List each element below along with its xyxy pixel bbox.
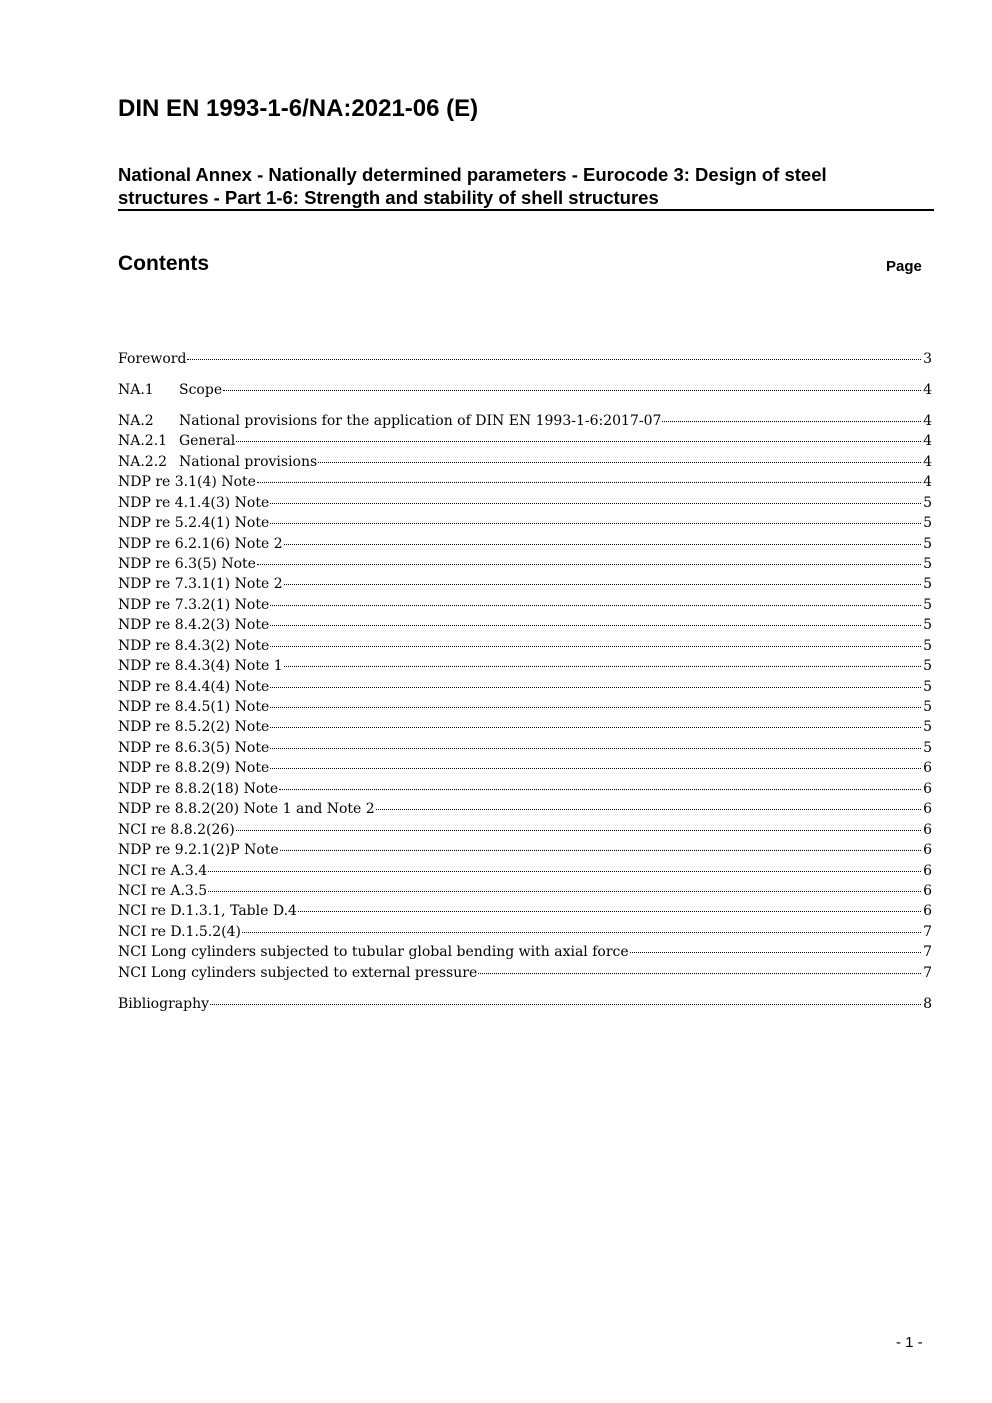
toc-entry-page: 8 xyxy=(923,995,932,1012)
toc-entry-page: 4 xyxy=(923,453,932,470)
toc-leader xyxy=(318,462,921,463)
toc-leader xyxy=(280,850,921,851)
toc-entry-page: 7 xyxy=(923,964,932,981)
toc-leader xyxy=(270,605,921,606)
toc-entry-title: NDP re 8.6.3(5) Note xyxy=(118,739,270,756)
toc-entry[interactable] xyxy=(118,452,932,472)
toc-entry-page: 5 xyxy=(923,515,932,532)
toc-entry[interactable] xyxy=(118,472,932,492)
toc-entry-page: 7 xyxy=(923,944,932,961)
toc-leader xyxy=(662,421,921,422)
toc-entry[interactable] xyxy=(118,636,932,656)
toc-entry[interactable] xyxy=(118,513,932,533)
toc-entry[interactable] xyxy=(118,861,932,881)
toc-leader xyxy=(478,973,921,974)
toc-leader xyxy=(284,584,921,585)
toc-entry[interactable] xyxy=(118,349,932,369)
toc-entry-number: NA.2.1 xyxy=(118,433,168,450)
toc-entry-page: 5 xyxy=(923,637,932,654)
toc-leader xyxy=(270,748,921,749)
toc-entry[interactable] xyxy=(118,493,932,513)
toc-leader xyxy=(270,768,921,769)
toc-entry[interactable] xyxy=(118,615,932,635)
toc-entry-page: 5 xyxy=(923,596,932,613)
toc-entry-title: NDP re 8.8.2(20) Note 1 and Note 2 xyxy=(118,801,375,818)
toc-entry-title: NDP re 8.4.3(2) Note xyxy=(118,637,270,654)
toc-entry-page: 6 xyxy=(923,903,932,920)
toc-leader xyxy=(270,523,921,524)
toc-entry-page: 6 xyxy=(923,882,932,899)
toc-entry-page: 6 xyxy=(923,862,932,879)
toc-leader xyxy=(279,789,921,790)
toc-entry-title: NDP re 8.4.2(3) Note xyxy=(118,617,270,634)
toc-entry[interactable] xyxy=(118,697,932,717)
toc-entry-page: 5 xyxy=(923,719,932,736)
toc-entry[interactable] xyxy=(118,431,932,451)
toc-entry-title: NDP re 8.4.4(4) Note xyxy=(118,678,270,695)
toc-leader xyxy=(270,503,921,504)
toc-entry[interactable] xyxy=(118,881,932,901)
toc-entry-title: NDP re 9.2.1(2)P Note xyxy=(118,842,279,859)
toc-entry-title: NDP re 8.4.5(1) Note xyxy=(118,699,270,715)
toc-entry-page: 6 xyxy=(923,821,932,838)
toc-entry-page: 7 xyxy=(923,923,932,940)
toc-leader xyxy=(257,564,921,565)
toc-entry[interactable] xyxy=(118,738,932,758)
toc-entry[interactable] xyxy=(118,799,932,819)
toc-entry-title: NDP re 5.2.4(1) Note xyxy=(118,515,270,532)
toc-entry[interactable] xyxy=(118,840,932,860)
toc-entry-title: National provisions for the application of DIN EN 1993-1-6:2017-07 xyxy=(179,412,662,429)
toc-leader xyxy=(236,441,921,442)
document-title: DIN EN 1993-1-6/NA:2021-06 (E) xyxy=(118,95,479,122)
toc-entry-page: 3 xyxy=(923,351,932,367)
toc-entry[interactable] xyxy=(118,963,932,983)
toc-entry[interactable] xyxy=(118,942,932,962)
toc-entry-number: NA.2 xyxy=(118,412,154,429)
toc-entry-title: NDP re 7.3.1(1) Note 2 xyxy=(118,576,283,593)
toc-leader xyxy=(270,707,921,708)
toc-leader xyxy=(270,625,921,626)
toc-entry-page: 4 xyxy=(923,433,932,450)
toc-leader xyxy=(630,952,921,953)
toc-entry-number: NA.1 xyxy=(118,381,154,398)
toc-entry-title: NDP re 7.3.2(1) Note xyxy=(118,596,270,613)
toc-entry-title: NCI re A.3.4 xyxy=(118,862,208,879)
toc-leader xyxy=(270,646,921,647)
toc-entry-page: 5 xyxy=(923,658,932,675)
subtitle-line-2: structures - Part 1-6: Strength and stability of shell structures xyxy=(118,187,659,208)
toc-entry-page: 6 xyxy=(923,842,932,859)
toc-leader xyxy=(187,359,921,360)
toc-leader xyxy=(284,666,921,667)
toc-leader xyxy=(270,687,921,688)
toc-entry-number: NA.2.2 xyxy=(118,453,168,470)
toc-entry-page: 6 xyxy=(923,780,932,797)
toc-leader xyxy=(210,1004,921,1005)
subtitle-line-1: National Annex - Nationally determined parameters - Eurocode 3: Design of steel xyxy=(118,164,827,185)
toc-entry-page: 5 xyxy=(923,739,932,756)
toc-entry-title: NCI Long cylinders subjected to tubular global bending with axial force xyxy=(118,944,629,961)
toc-entry[interactable] xyxy=(118,779,932,799)
toc-entry[interactable] xyxy=(118,574,932,594)
toc-entry-page: 4 xyxy=(923,474,932,491)
toc-entry-page: 4 xyxy=(923,381,932,398)
toc-entry[interactable] xyxy=(118,901,932,921)
toc-entry-page: 6 xyxy=(923,760,932,777)
toc-entry-title: National provisions xyxy=(179,453,318,470)
toc-leader xyxy=(376,809,921,810)
toc-entry-page: 5 xyxy=(923,535,932,552)
toc-entry[interactable] xyxy=(118,717,932,737)
toc-entry[interactable] xyxy=(118,758,932,778)
contents-heading: Contents xyxy=(118,252,209,275)
page-column-label: Page xyxy=(886,258,922,275)
toc-entry-title: NCI re A.3.5 xyxy=(118,882,208,899)
toc-leader xyxy=(284,544,921,545)
toc-entry-title: Scope xyxy=(179,381,223,398)
toc-entry-page: 6 xyxy=(923,801,932,818)
toc-leader xyxy=(208,871,921,872)
toc-entry-title: General xyxy=(179,433,236,450)
toc-entry-title: NDP re 4.1.4(3) Note xyxy=(118,494,270,511)
document-subtitle xyxy=(118,163,934,211)
toc-entry-page: 5 xyxy=(923,576,932,593)
toc-entry-title: NDP re 8.8.2(18) Note xyxy=(118,780,279,797)
table-of-contents xyxy=(118,349,932,1014)
toc-entry[interactable] xyxy=(118,595,932,615)
toc-leader xyxy=(242,932,921,933)
toc-entry[interactable] xyxy=(118,994,932,1014)
toc-entry[interactable] xyxy=(118,922,932,942)
toc-entry-page: 5 xyxy=(923,678,932,695)
toc-entry-title: NDP re 6.3(5) Note xyxy=(118,555,256,572)
toc-leader xyxy=(298,911,921,912)
toc-entry-page: 4 xyxy=(923,412,932,429)
toc-entry-title: NDP re 8.8.2(9) Note xyxy=(118,760,270,777)
toc-entry[interactable] xyxy=(118,554,932,574)
toc-entry-title: Foreword xyxy=(118,351,187,367)
toc-entry-title: Bibliography xyxy=(118,995,209,1012)
toc-leader xyxy=(257,482,921,483)
toc-entry-page: 5 xyxy=(923,699,932,715)
toc-entry[interactable] xyxy=(118,534,932,554)
toc-entry[interactable] xyxy=(118,380,932,400)
toc-entry[interactable] xyxy=(118,820,932,840)
toc-entry-title: NDP re 3.1(4) Note xyxy=(118,474,256,491)
toc-entry-title: NDP re 8.4.3(4) Note 1 xyxy=(118,658,283,675)
toc-entry[interactable] xyxy=(118,656,932,676)
toc-entry-title: NCI re D.1.5.2(4) xyxy=(118,923,241,940)
toc-entry-title: NCI Long cylinders subjected to external pressure xyxy=(118,964,478,981)
toc-leader xyxy=(236,830,921,831)
toc-leader xyxy=(270,727,921,728)
toc-entry[interactable] xyxy=(118,411,932,431)
toc-entry-page: 5 xyxy=(923,617,932,634)
toc-entry[interactable] xyxy=(118,677,932,697)
toc-entry-page: 5 xyxy=(923,555,932,572)
toc-leader xyxy=(223,390,921,391)
toc-entry-title: NCI re D.1.3.1, Table D.4 xyxy=(118,903,297,920)
toc-entry-title: NDP re 8.5.2(2) Note xyxy=(118,719,270,736)
toc-entry-title: NDP re 6.2.1(6) Note 2 xyxy=(118,535,283,552)
page-number: - 1 - xyxy=(896,1334,923,1351)
toc-entry-title: NCI re 8.8.2(26) xyxy=(118,821,235,838)
toc-entry-page: 5 xyxy=(923,494,932,511)
toc-leader xyxy=(208,891,921,892)
